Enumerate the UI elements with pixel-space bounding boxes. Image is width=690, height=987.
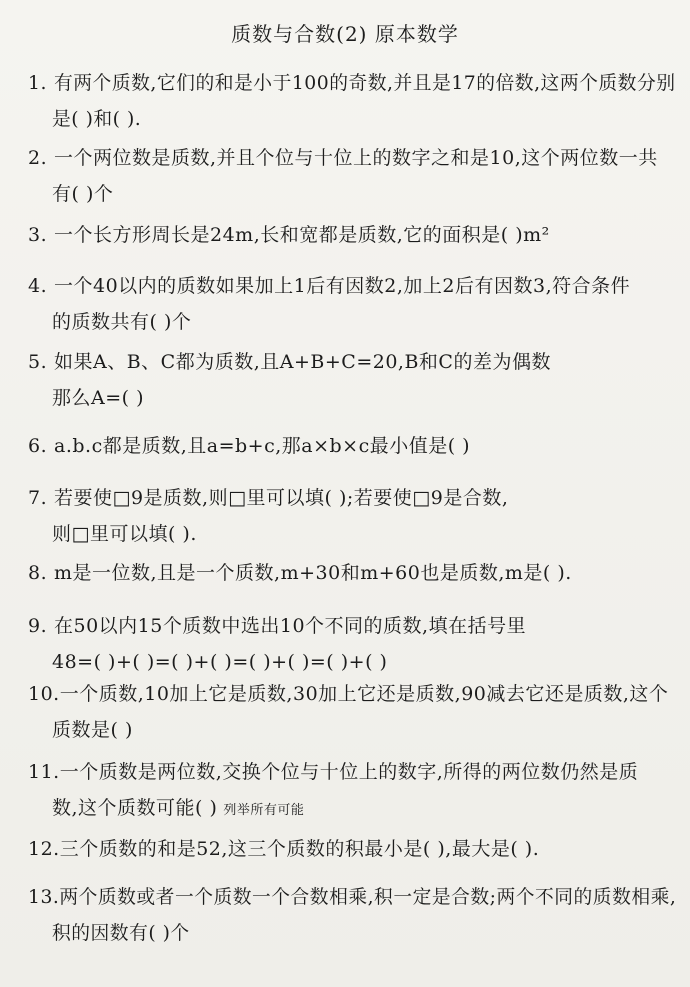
question-number: 2. — [28, 147, 48, 169]
question-9 — [28, 608, 668, 680]
question-text: 若要使□9是质数,则□里可以填( );若要使□9是合数, — [54, 487, 509, 509]
question-number: 1. — [28, 73, 47, 94]
question-number: 4. — [28, 275, 48, 297]
question-number: 5. — [28, 351, 48, 373]
question-number: 13. — [28, 887, 60, 908]
question-number: 8. — [28, 562, 48, 584]
question-text: 两个质数或者一个质数一个合数相乘,积一定是合数;两个不同的质数相乘, — [59, 887, 677, 908]
question-text: 一个质数是两位数,交换个位与十位上的数字,所得的两位数仍然是质 — [59, 761, 639, 783]
question-12 — [28, 831, 668, 867]
question-text-line2: 那么A=( ) — [52, 387, 145, 409]
question-text: 有两个质数,它们的和是小于100的奇数,并且是17的倍数,这两个质数分别 — [54, 73, 676, 94]
question-text-line2-main: 数,这个质数可能( ) — [52, 797, 218, 819]
question-13 — [28, 880, 677, 952]
question-text: m是一位数,且是一个质数,m+30和m+60也是质数,m是( ). — [54, 562, 572, 584]
question-text-line2 — [28, 790, 668, 829]
question-text: 一个长方形周长是24m,长和宽都是质数,它的面积是( )m² — [54, 224, 550, 246]
question-text-line2: 的质数共有( )个 — [52, 311, 192, 333]
question-text-line2: 48=( )+( )=( )+( )=( )+( )=( )+( ) — [52, 651, 388, 673]
question-number: 3. — [28, 224, 48, 246]
question-text: 一个两位数是质数,并且个位与十位上的数字之和是10,这个两位数一共 — [54, 147, 658, 169]
question-text-line2: 质数是( ) — [52, 719, 133, 741]
question-text: a.b.c都是质数,且a=b+c,那a×b×c最小值是( ) — [54, 435, 471, 457]
question-4 — [28, 268, 668, 340]
question-2 — [28, 140, 668, 212]
question-text: 一个质数,10加上它是质数,30加上它还是质数,90减去它还是质数,这个 — [59, 683, 669, 705]
question-7 — [28, 480, 668, 552]
worksheet-title: 质数与合数(2) 原本数学 — [231, 22, 459, 46]
question-number: 6. — [28, 435, 48, 457]
question-5 — [28, 344, 668, 416]
question-3 — [28, 217, 668, 253]
question-6 — [28, 428, 668, 464]
question-1 — [28, 66, 676, 138]
question-number: 7. — [28, 487, 48, 509]
question-10 — [28, 676, 668, 748]
question-11 — [28, 754, 668, 829]
question-text-line2: 积的因数有( )个 — [52, 923, 190, 944]
question-text: 如果A、B、C都为质数,且A+B+C=20,B和C的差为偶数 — [54, 351, 551, 373]
question-number: 12. — [28, 838, 60, 860]
question-text-line2: 是( )和( ). — [52, 109, 142, 130]
question-number: 9. — [28, 615, 48, 637]
question-note: 列举所有可能 — [223, 803, 305, 818]
question-text: 在50以内15个质数中选出10个不同的质数,填在括号里 — [54, 615, 527, 637]
question-number: 11. — [28, 761, 60, 783]
question-text: 三个质数的和是52,这三个质数的积最小是( ),最大是( ). — [59, 838, 540, 860]
question-text-line2: 则□里可以填( ). — [52, 523, 197, 545]
question-8 — [28, 555, 668, 591]
question-text-line2: 有( )个 — [52, 183, 114, 205]
question-text: 一个40以内的质数如果加上1后有因数2,加上2后有因数3,符合条件 — [54, 275, 631, 297]
question-number: 10. — [28, 683, 60, 705]
